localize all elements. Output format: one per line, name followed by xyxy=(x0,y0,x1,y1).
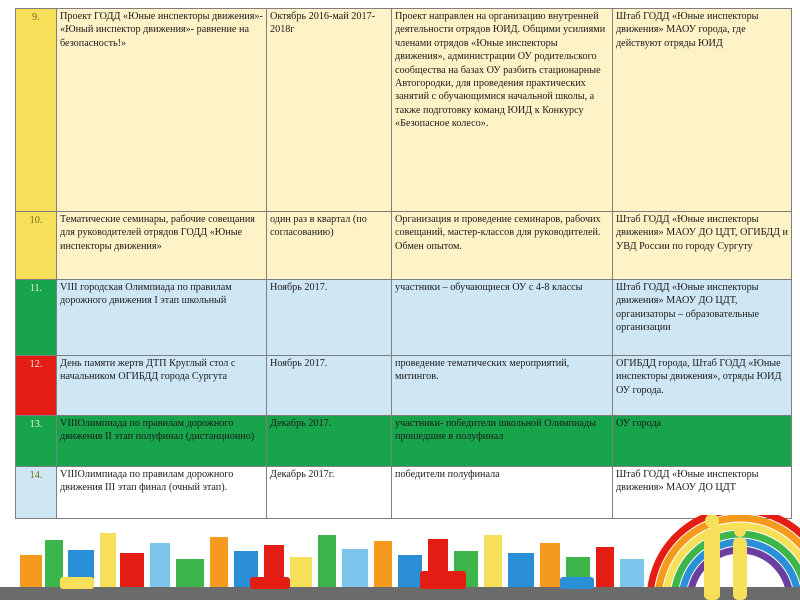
event-name: День памяти жертв ДТП Круглый стол с начальником ОГИБДД города Сургута xyxy=(57,356,267,416)
event-description: Организация и проведение семинаров, рабочих совещаний, мастер-классов для руководителей. Обмен опытом. xyxy=(392,212,613,280)
table-row xyxy=(16,356,792,416)
event-date: Ноябрь 2017. xyxy=(267,280,392,356)
table-row xyxy=(16,212,792,280)
events-table xyxy=(15,8,792,519)
event-name: VIII городская Олимпиада по правилам дорожного движения I этап школьный xyxy=(57,280,267,356)
event-date: Октябрь 2016-май 2017- 2018г xyxy=(267,9,392,212)
event-responsible: Штаб ГОДД «Юные инспекторы движения» МАОУ города, где действуют отряды ЮИД xyxy=(613,9,792,212)
event-description: проведение тематических мероприятий, митингов. xyxy=(392,356,613,416)
row-number: 13. xyxy=(16,416,57,467)
city-illustration xyxy=(0,515,800,600)
row-number: 9. xyxy=(16,9,57,212)
table-row xyxy=(16,416,792,467)
event-responsible: Штаб ГОДД «Юные инспекторы движения» МАОУ ДО ЦДТ, ОГИБДД и УВД России по городу Сургуту xyxy=(613,212,792,280)
event-responsible: ОУ города xyxy=(613,416,792,467)
table-row xyxy=(16,467,792,519)
row-number: 12. xyxy=(16,356,57,416)
event-description: победители полуфинала xyxy=(392,467,613,519)
event-responsible: Штаб ГОДД «Юные инспекторы движения» МАОУ ДО ЦДТ xyxy=(613,467,792,519)
event-description: участники – обучающиеся ОУ с 4-8 классы xyxy=(392,280,613,356)
event-responsible: ОГИБДД города, Штаб ГОДД «Юные инспекторы движения», отряды ЮИД ОУ города. xyxy=(613,356,792,416)
row-number: 11. xyxy=(16,280,57,356)
event-description: участники- победители школьной Олимпиады прошедшие в полуфинал xyxy=(392,416,613,467)
event-description: Проект направлен на организацию внутренней деятельности отрядов ЮИД. Общими усилиями членами отрядов «Юные инспекторы движения», администрации ОУ родительского сообщества на базах ОУ разбить стационарные Автогородки, для проведения практических занятий с обучающимися начальной школы, а также подготовку команд ЮИД к Конкурсу «Безопасное колесо». xyxy=(392,9,613,212)
table-row xyxy=(16,9,792,212)
event-name: Тематические семинары, рабочие совещания для руководителей отрядов ГОДД «Юные инспекторы движения» xyxy=(57,212,267,280)
event-name: VIIIОлимпиада по правилам дорожного движения III этап финал (очный этап). xyxy=(57,467,267,519)
row-number: 10. xyxy=(16,212,57,280)
row-number: 14. xyxy=(16,467,57,519)
event-name: VIIIОлимпиада по правилам дорожного движения II этап полуфинал (дистанционно) xyxy=(57,416,267,467)
event-date: Ноябрь 2017. xyxy=(267,356,392,416)
event-date: один раз в квартал (по согласованию) xyxy=(267,212,392,280)
event-name: Проект ГОДД «Юные инспекторы движения»- «Юный инспектор движения»- равнение на безопасность!» xyxy=(57,9,267,212)
event-date: Декабрь 2017г. xyxy=(267,467,392,519)
event-date: Декабрь 2017. xyxy=(267,416,392,467)
event-responsible: Штаб ГОДД «Юные инспекторы движения» МАОУ ДО ЦДТ, организаторы – образовательные организации xyxy=(613,280,792,356)
table-row xyxy=(16,280,792,356)
